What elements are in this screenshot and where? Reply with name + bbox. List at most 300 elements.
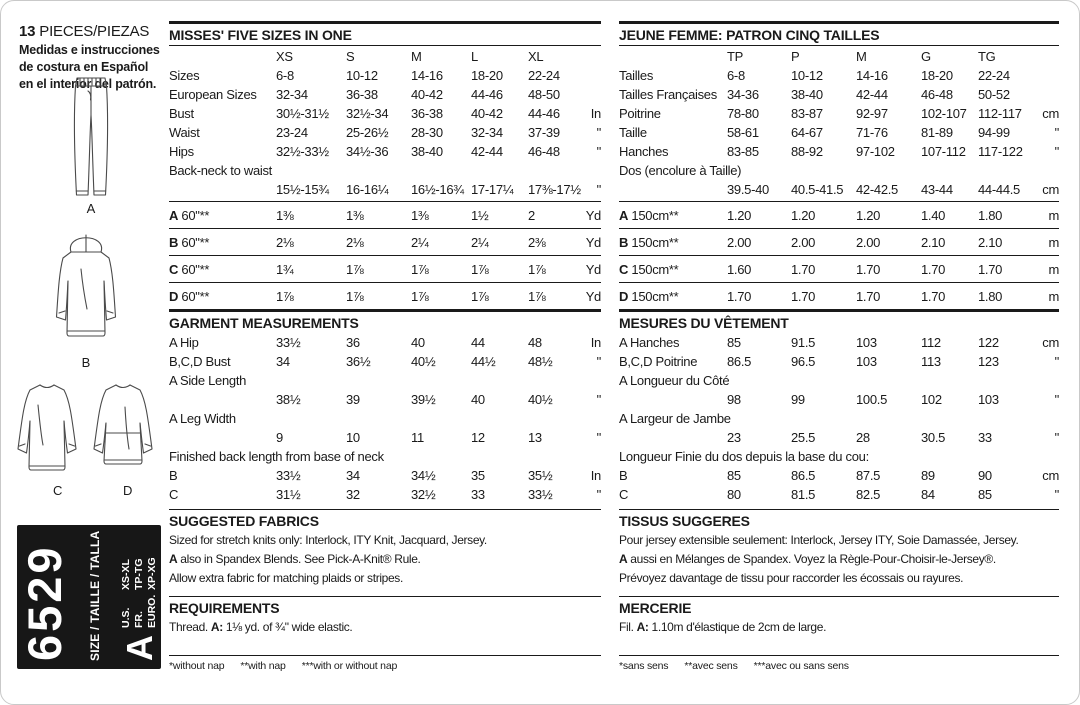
- cell-value: 83-87: [791, 106, 823, 121]
- cell-value: 1⅞: [528, 262, 546, 277]
- cell-value: 44-46: [528, 106, 560, 121]
- unit-cell: ": [596, 430, 601, 445]
- sketch-label-c: C: [53, 483, 63, 498]
- footnote-item: **with nap: [240, 660, 286, 672]
- row-label: D 150cm**: [619, 289, 679, 304]
- cell-value: 1⅞: [276, 289, 294, 304]
- size-letter: A: [118, 635, 160, 661]
- suggested-fabrics-title: SUGGESTED FABRICS: [169, 513, 319, 529]
- cell-value: 1⅜: [346, 208, 364, 223]
- cell-value: 48½: [528, 354, 553, 369]
- table-row: [169, 161, 601, 180]
- cell-value: 39½: [411, 392, 436, 407]
- cell-value: 86.5: [791, 468, 816, 483]
- cell-value: 91.5: [791, 335, 816, 350]
- cell-value: 33½: [276, 468, 301, 483]
- cell-value: 112: [921, 335, 941, 350]
- row-label: Hanches: [619, 144, 669, 159]
- cell-value: 42-42.5: [856, 182, 898, 197]
- mercerie-rest: 1.10m d'élastique de 2cm de large.: [648, 620, 827, 634]
- cell-value: 40-42: [471, 106, 503, 121]
- divider: [619, 655, 1059, 656]
- row-label: A Longueur du Côté: [619, 373, 730, 388]
- cell-value: 1.20: [856, 208, 881, 223]
- garment-sketch-b: [37, 227, 135, 372]
- unit-cell: In: [590, 335, 601, 350]
- cell-value: 17⅜-17½: [528, 182, 581, 197]
- cell-value: 17-17¼: [471, 182, 514, 197]
- size-range-row: [146, 557, 159, 628]
- fabrics-line: Prévoyez davantage de tissu pour raccorder les écossais ou rayures.: [619, 571, 964, 585]
- hooded-dress-sketch-icon: [50, 227, 122, 353]
- cell-value: 34: [276, 354, 290, 369]
- row-label: Longueur Finie du dos depuis la base du cou:: [619, 449, 869, 464]
- cell-value: 18-20: [471, 68, 503, 83]
- cell-value: 28-30: [411, 125, 443, 140]
- view-letter: A:: [636, 620, 649, 634]
- cell-value: 42-44: [471, 144, 503, 159]
- table-row: [619, 283, 1059, 309]
- unit-spacer: [1031, 47, 1059, 66]
- pattern-number: 6529: [18, 544, 71, 661]
- cell-value: 38-40: [411, 144, 443, 159]
- table-row: [619, 142, 1059, 161]
- size-range-row: [120, 557, 133, 628]
- cell-value: 32-34: [276, 87, 308, 102]
- view-letter: A: [619, 552, 628, 566]
- row-label: B 150cm**: [619, 235, 679, 250]
- french-body-size-table: [619, 66, 1059, 199]
- row-label: A Side Length: [169, 373, 247, 388]
- size-header: TP: [727, 49, 744, 64]
- cell-value: 80: [727, 487, 741, 502]
- cell-value: 1¾: [276, 262, 294, 277]
- english-garment-table: [169, 333, 601, 504]
- unit-cell: m: [1048, 289, 1059, 304]
- pants-sketch-icon: [69, 75, 113, 199]
- cell-value: 86.5: [727, 354, 752, 369]
- cell-value: 39: [346, 392, 360, 407]
- cell-value: 22-24: [978, 68, 1010, 83]
- size-header: XL: [528, 49, 544, 64]
- unit-cell: In: [590, 468, 601, 483]
- cell-value: 18-20: [921, 68, 953, 83]
- table-row: [169, 123, 601, 142]
- cell-value: 99: [791, 392, 805, 407]
- size-header: G: [921, 49, 931, 64]
- cell-value: 10-12: [791, 68, 823, 83]
- row-label: Tailles: [619, 68, 654, 83]
- english-column: [169, 21, 601, 673]
- row-label: [619, 428, 727, 447]
- size-number-box-content: [17, 525, 161, 669]
- cell-value: 38½: [276, 392, 301, 407]
- cell-value: 1.60: [727, 262, 752, 277]
- size-header-row: [619, 47, 1059, 66]
- pieces-label: PIECES/PIEZAS: [35, 23, 150, 40]
- divider: [169, 596, 601, 597]
- size-range-key: U.S.: [120, 607, 132, 628]
- cell-value: 10-12: [346, 68, 378, 83]
- row-label: Waist: [169, 125, 200, 140]
- cell-value: 2.00: [791, 235, 816, 250]
- cell-value: 37-39: [528, 125, 560, 140]
- unit-cell: cm: [1042, 468, 1059, 483]
- row-label: C 60"**: [169, 262, 210, 277]
- divider: [619, 509, 1059, 510]
- cell-value: 28: [856, 430, 870, 445]
- sens-footnote: [619, 659, 1059, 673]
- cell-value: 13: [528, 430, 542, 445]
- view-letter: A: [169, 552, 178, 566]
- unit-cell: ": [1054, 487, 1059, 502]
- cell-value: 14-16: [856, 68, 888, 83]
- cell-value: 1⅞: [471, 262, 489, 277]
- unit-spacer: [579, 47, 601, 66]
- cell-value: 44-44.5: [978, 182, 1020, 197]
- french-garment-table: [619, 333, 1059, 504]
- cell-value: 94-99: [978, 125, 1010, 140]
- cell-value: 1.70: [856, 289, 881, 304]
- fabrics-line: [169, 550, 601, 569]
- size-letter-row: [120, 533, 159, 661]
- unit-cell: m: [1048, 235, 1059, 250]
- footnote-item: *sans sens: [619, 660, 669, 672]
- cell-value: 83-85: [727, 144, 759, 159]
- unit-cell: ": [596, 182, 601, 197]
- unit-cell: Yd: [585, 262, 601, 277]
- cell-value: 48-50: [528, 87, 560, 102]
- cell-value: 40½: [411, 354, 436, 369]
- size-range-value: TP-TG: [133, 558, 145, 590]
- cell-value: 33½: [276, 335, 301, 350]
- french-size-table-title: JEUNE FEMME: PATRON CINQ TAILLES: [619, 27, 880, 43]
- unit-cell: Yd: [585, 208, 601, 223]
- requirements-title: REQUIREMENTS: [169, 600, 280, 616]
- english-body-size-table: [169, 66, 601, 199]
- table-row: [169, 428, 601, 447]
- garment-measurements-title: GARMENT MEASUREMENTS: [169, 315, 359, 331]
- cell-value: 85: [727, 468, 741, 483]
- spanish-note-line: en el interior del patrón.: [19, 77, 157, 91]
- cell-value: 113: [921, 354, 941, 369]
- cell-value: 36-38: [346, 87, 378, 102]
- row-label: D 60"**: [169, 289, 210, 304]
- table-row: [619, 447, 1059, 466]
- row-label: B,C,D Poitrine: [619, 354, 698, 369]
- suggested-fabrics-text: [169, 531, 601, 588]
- cell-value: 23-24: [276, 125, 308, 140]
- cell-value: 78-80: [727, 106, 759, 121]
- row-label: [619, 390, 727, 409]
- cell-value: 32-34: [471, 125, 503, 140]
- size-header: L: [471, 49, 478, 64]
- table-row: [169, 66, 601, 85]
- cell-value: 38-40: [791, 87, 823, 102]
- fabrics-line: Sized for stretch knits only: Interlock, ITY Knit, Jacquard, Jersey.: [169, 533, 487, 547]
- cell-value: 89: [921, 468, 935, 483]
- cell-value: 25-26½: [346, 125, 389, 140]
- cell-value: 87.5: [856, 468, 881, 483]
- table-row: [619, 180, 1059, 199]
- sketch-label-d: D: [123, 483, 133, 498]
- cell-value: 2¼: [411, 235, 429, 250]
- cell-value: 103: [856, 335, 877, 350]
- table-row: [169, 283, 601, 309]
- cell-value: 1⅞: [346, 262, 364, 277]
- row-label: [169, 428, 276, 447]
- table-row: [169, 447, 601, 466]
- table-row: [169, 371, 601, 390]
- row-label: C: [169, 487, 179, 502]
- cell-value: 117-122: [978, 144, 1023, 159]
- cell-value: 6-8: [727, 68, 745, 83]
- cell-value: 36½: [346, 354, 371, 369]
- cell-value: 71-76: [856, 125, 888, 140]
- table-row: [619, 66, 1059, 85]
- cell-value: 1.70: [791, 262, 816, 277]
- cell-value: 85: [727, 335, 741, 350]
- cell-value: 2⅛: [346, 235, 364, 250]
- cell-value: 1.70: [727, 289, 752, 304]
- pieces-number: 13: [19, 23, 36, 40]
- cell-value: 1⅜: [411, 208, 429, 223]
- table-row: [169, 229, 601, 255]
- cell-value: 1⅞: [471, 289, 489, 304]
- size-range-value: XS-XL: [120, 559, 132, 590]
- cell-value: 64-67: [791, 125, 823, 140]
- cell-value: 11: [411, 430, 424, 445]
- cell-value: 2⅛: [276, 235, 294, 250]
- cell-value: 98: [727, 392, 741, 407]
- table-row: [169, 466, 601, 485]
- cell-value: 10: [346, 430, 360, 445]
- cell-value: 1⅞: [528, 289, 546, 304]
- size-range-value: XP-XG: [146, 557, 158, 590]
- row-label: B: [619, 468, 628, 483]
- unit-cell: cm: [1042, 182, 1059, 197]
- size-range-row: [133, 557, 146, 628]
- requirements-line: [169, 618, 601, 637]
- french-column: [619, 21, 1059, 673]
- cell-value: 81-89: [921, 125, 953, 140]
- cell-value: 15½-15¾: [276, 182, 329, 197]
- cell-value: 1⅜: [276, 208, 294, 223]
- unit-cell: ": [596, 144, 601, 159]
- cell-value: 1.70: [921, 289, 946, 304]
- unit-cell: Yd: [585, 289, 601, 304]
- cell-value: 43-44: [921, 182, 953, 197]
- size-header-row: [169, 47, 601, 66]
- unit-cell: [1031, 66, 1059, 85]
- divider: [169, 655, 601, 656]
- cell-value: 1½: [471, 208, 489, 223]
- unit-cell: ": [1054, 125, 1059, 140]
- unit-cell: ": [596, 125, 601, 140]
- table-row: [619, 104, 1059, 123]
- cell-value: 36: [346, 335, 360, 350]
- sketch-label-b: B: [81, 355, 91, 370]
- unit-cell: ": [1054, 392, 1059, 407]
- row-label: [619, 180, 727, 199]
- table-row: [619, 352, 1059, 371]
- divider: [169, 309, 601, 312]
- header-spacer: [619, 47, 727, 66]
- table-row: [619, 428, 1059, 447]
- cell-value: 23: [727, 430, 741, 445]
- cell-value: 97-102: [856, 144, 895, 159]
- cell-value: 14-16: [411, 68, 443, 83]
- table-row: [619, 161, 1059, 180]
- table-row: [169, 256, 601, 282]
- cell-value: 40: [471, 392, 485, 407]
- mercerie-line: [619, 618, 1059, 637]
- footnote-item: **avec sens: [684, 660, 738, 672]
- cell-value: 31½: [276, 487, 301, 502]
- table-row: [619, 229, 1059, 255]
- cell-value: 96.5: [791, 354, 816, 369]
- unit-cell: [1031, 85, 1059, 104]
- unit-cell: m: [1048, 208, 1059, 223]
- cell-value: 2: [528, 208, 535, 223]
- size-header: M: [411, 49, 422, 64]
- mesures-title: MESURES DU VÊTEMENT: [619, 315, 789, 331]
- spanish-note-line: de costura en Español: [19, 60, 149, 74]
- row-label: [169, 180, 276, 199]
- size-header: TG: [978, 49, 996, 64]
- unit-cell: [579, 85, 601, 104]
- english-yardage-table: [169, 201, 601, 309]
- english-size-table-title: MISSES' FIVE SIZES IN ONE: [169, 27, 352, 43]
- cell-value: 2.00: [856, 235, 881, 250]
- table-row: [169, 142, 601, 161]
- nap-footnote: [169, 659, 601, 673]
- table-row: [619, 85, 1059, 104]
- cell-value: 30½-31½: [276, 106, 329, 121]
- cell-value: 1⅞: [346, 289, 364, 304]
- cell-value: 6-8: [276, 68, 294, 83]
- table-row: [169, 409, 601, 428]
- cell-value: 33: [471, 487, 485, 502]
- unit-cell: m: [1048, 262, 1059, 277]
- cell-value: 16-16¼: [346, 182, 389, 197]
- cell-value: 103: [856, 354, 877, 369]
- table-row: [619, 256, 1059, 282]
- cell-value: 102-107: [921, 106, 967, 121]
- table-row: [619, 333, 1059, 352]
- unit-cell: In: [590, 106, 601, 121]
- table-row: [169, 85, 601, 104]
- row-label: A 150cm**: [619, 208, 679, 223]
- cell-value: 2.10: [921, 235, 946, 250]
- cell-value: 100.5: [856, 392, 888, 407]
- row-label: Taille: [619, 125, 647, 140]
- cell-value: 1⅞: [411, 262, 429, 277]
- row-label: Dos (encolure à Taille): [619, 163, 742, 178]
- tops-sketch-icon: [13, 377, 165, 481]
- table-row: [619, 202, 1059, 228]
- table-row: [619, 390, 1059, 409]
- row-label: A Hip: [169, 335, 199, 350]
- size-ranges: [120, 557, 159, 628]
- fabrics-line: [619, 550, 1059, 569]
- cell-value: 40½: [528, 392, 553, 407]
- garment-sketch-a: [59, 75, 123, 218]
- divider: [619, 309, 1059, 312]
- cell-value: 32½-34: [346, 106, 389, 121]
- cell-value: 90: [978, 468, 992, 483]
- cell-value: 1.70: [978, 262, 1003, 277]
- cell-value: 82.5: [856, 487, 881, 502]
- unit-cell: ": [1054, 144, 1059, 159]
- cell-value: 123: [978, 354, 999, 369]
- table-row: [169, 390, 601, 409]
- header-spacer: [169, 47, 276, 66]
- divider: [169, 509, 601, 510]
- cell-value: 42-44: [856, 87, 888, 102]
- unit-cell: ": [1054, 430, 1059, 445]
- cell-value: 36-38: [411, 106, 443, 121]
- view-letter: A:: [210, 620, 223, 634]
- footnote-item: ***with or without nap: [301, 660, 398, 672]
- row-label: B 60"**: [169, 235, 210, 250]
- cell-value: 84: [921, 487, 935, 502]
- size-range-key: EURO.: [146, 594, 158, 628]
- cell-value: 46-48: [528, 144, 560, 159]
- cell-value: 35: [471, 468, 485, 483]
- cell-value: 58-61: [727, 125, 759, 140]
- mercerie-pre: Fil.: [619, 620, 637, 634]
- fabrics-line-rest: aussi en Mélanges de Spandex. Voyez la Règle-Pour-Choisir-le-Jersey®.: [627, 552, 996, 566]
- cell-value: 88-92: [791, 144, 823, 159]
- cell-value: 1.70: [921, 262, 946, 277]
- mercerie-title: MERCERIE: [619, 600, 692, 616]
- unit-cell: ": [596, 487, 601, 502]
- cell-value: 107-112: [921, 144, 966, 159]
- cell-value: 25.5: [791, 430, 816, 445]
- table-row: [169, 202, 601, 228]
- unit-cell: Yd: [585, 235, 601, 250]
- cell-value: 35½: [528, 468, 553, 483]
- cell-value: 40-42: [411, 87, 443, 102]
- unit-cell: cm: [1042, 106, 1059, 121]
- cell-value: 16½-16¾: [411, 182, 464, 197]
- cell-value: 92-97: [856, 106, 888, 121]
- cell-value: 2¼: [471, 235, 489, 250]
- sketch-label-a: A: [86, 201, 96, 216]
- table-row: [169, 485, 601, 504]
- requirements-rest: 1⅛ yd. of ¾" wide elastic.: [222, 620, 353, 634]
- cell-value: 33½: [528, 487, 553, 502]
- cell-value: 34: [346, 468, 360, 483]
- cell-value: 33: [978, 430, 992, 445]
- cell-value: 44-46: [471, 87, 503, 102]
- row-label: A Leg Width: [169, 411, 236, 426]
- cell-value: 30.5: [921, 430, 946, 445]
- garment-sketch-cd: [13, 377, 165, 497]
- row-label: Finished back length from base of neck: [169, 449, 384, 464]
- size-header: P: [791, 49, 800, 64]
- cell-value: 32: [346, 487, 360, 502]
- cell-value: 112-117: [978, 106, 1022, 121]
- unit-cell: cm: [1042, 335, 1059, 350]
- cell-value: 81.5: [791, 487, 816, 502]
- divider: [619, 21, 1059, 24]
- cell-value: 2.10: [978, 235, 1003, 250]
- tissus-text: [619, 531, 1059, 588]
- row-label: B,C,D Bust: [169, 354, 231, 369]
- cell-value: 1.80: [978, 208, 1003, 223]
